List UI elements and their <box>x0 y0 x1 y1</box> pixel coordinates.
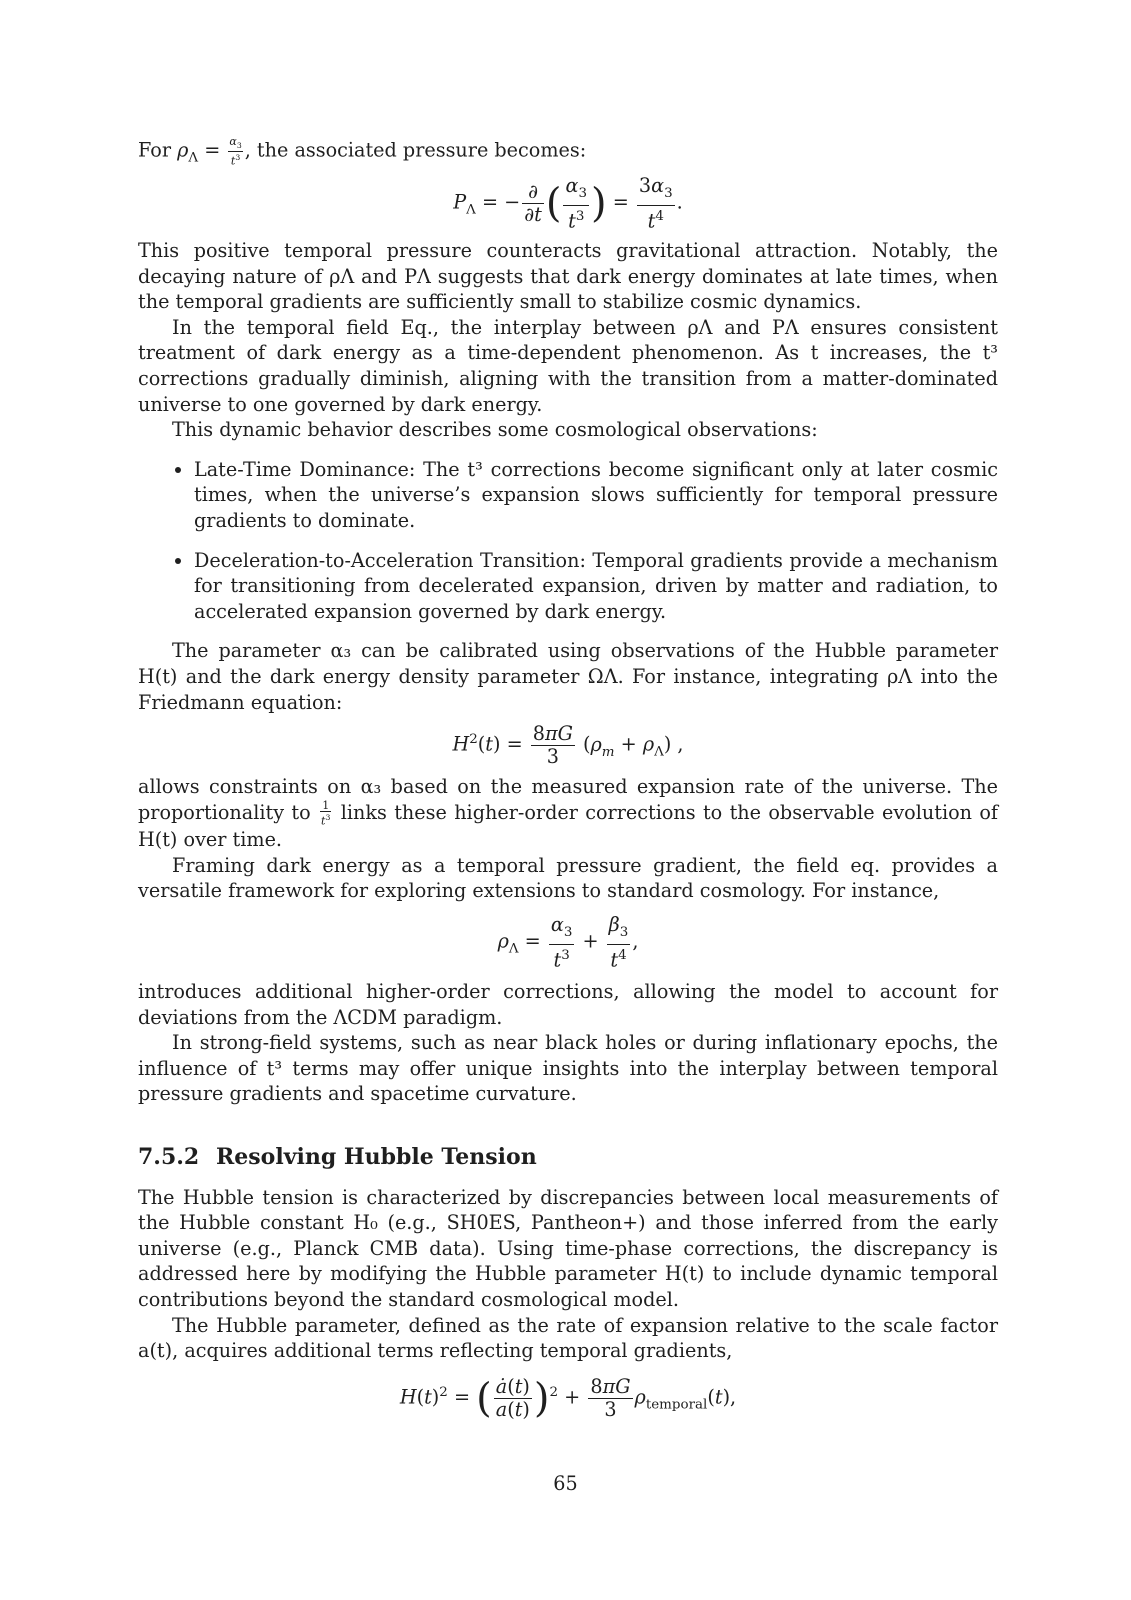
bullet-item: • Deceleration-to-Acceleration Transition: Temporal gradients provide a mechanism for transitioning from decelerated expansion, driven by matter and radiation, to accelerated expansion governed by dark energy. <box>194 548 998 625</box>
bullet-list <box>138 457 998 625</box>
paragraph-10: The Hubble tension is characterized by discrepancies between local measurements of the Hubble constant H₀ (e.g., SH0ES, Pantheon+) and those inferred from the early universe (e.g., Planck CMB data). Using time-phase corrections, the discrepancy is addressed here by modifying the Hubble parameter H(t) to include dynamic temporal contributions beyond the standard cosmological model. <box>138 1185 998 1312</box>
section-number: 7.5.2 <box>138 1144 200 1171</box>
equation-hubble: $H(t)^2$ = ( $\frac{ȧ(t)}{a(t)}$ )$^2$ + $\frac{8\pi G}{3}$ $\rho_{temporal}(t)$, <box>399 1374 737 1422</box>
paragraph-8: introduces additional higher-order corrections, allowing the model to account for deviations from the ΛCDM paradigm. <box>138 980 998 1029</box>
paragraph-6 <box>138 774 998 853</box>
paragraph-4: This dynamic behavior describes some cosmological observations: <box>172 418 818 442</box>
paragraph-intro: For $\rho_\Lambda$ = $\frac{\alpha_3}{t^3}$ , the associated pressure becomes: <box>138 135 587 168</box>
bullet-item: • Late-Time Dominance: The t³ corrections become significant only at later cosmic times, when the universe’s expansion slows sufficiently for temporal pressure gradients to dominate. <box>194 457 998 534</box>
inline-fraction: $\frac{1}{t^3}$ <box>321 799 331 829</box>
equation-pressure: $P_\Lambda$ = − $\frac{\partial}{\partial t}$ ( $\frac{\alpha_3}{t^3}$ ) = $\frac{3\alpha_3}{t^4}$ . <box>453 173 683 233</box>
page-number: 65 <box>553 1472 578 1495</box>
paragraph-5: The parameter α₃ can be calibrated using observations of the Hubble parameter H(t) and the dark energy density parameter ΩΛ. For instance, integrating ρΛ into the Friedmann equation: <box>138 639 998 714</box>
para6-part-a: allows constraints on α₃ based on the measured expansion rate of the universe. The proportionality to <box>138 775 998 824</box>
paragraph-9: In strong-field systems, such as near black holes or during inflationary epochs, the influence of t³ terms may offer unique insights into the interplay between temporal pressure gradients and spacetime curvature. <box>138 1031 998 1106</box>
paragraph-2: This positive temporal pressure counteracts gravitational attraction. Notably, the decaying nature of ρΛ and PΛ suggests that dark energy dominates at late times, when the temporal gradients are sufficiently small to stabilize cosmic dynamics. <box>138 239 998 314</box>
page-body <box>138 136 998 1421</box>
section-heading <box>138 1145 998 1171</box>
inline-fraction: $\frac{\alpha_3}{t^3}$ <box>229 135 242 168</box>
equation-density: $\rho_\Lambda$ = $\frac{\alpha_3}{t^3}$ + $\frac{\beta_3}{t^4}$ , <box>497 912 639 972</box>
para6-part-b: links these higher-order corrections to the observable evolution of H(t) over time. <box>138 800 998 852</box>
intro-tail: , the associated pressure becomes: <box>244 138 587 162</box>
intro-lead: For <box>138 138 171 162</box>
paragraph-11: The Hubble parameter, defined as the rate of expansion relative to the scale factor a(t), acquires additional terms reflecting temporal gradients, <box>138 1313 998 1363</box>
paragraph-7: Framing dark energy as a temporal pressure gradient, the field eq. provides a versatile framework for exploring extensions to standard cosmology. For instance, <box>138 853 998 903</box>
equation-friedmann: $H^2(t)$ = $\frac{8\pi G}{3}$ $(\rho_m + \rho_\Lambda)$ , <box>452 722 684 769</box>
section-title: Resolving Hubble Tension <box>216 1144 537 1171</box>
paragraph-3: In the temporal field Eq., the interplay between ρΛ and PΛ ensures consistent treatment of dark energy as a time-dependent phenomenon. As t increases, the t³ corrections gradually diminish, aligning with the transition from a matter-dominated universe to one governed by dark energy. <box>138 315 998 416</box>
